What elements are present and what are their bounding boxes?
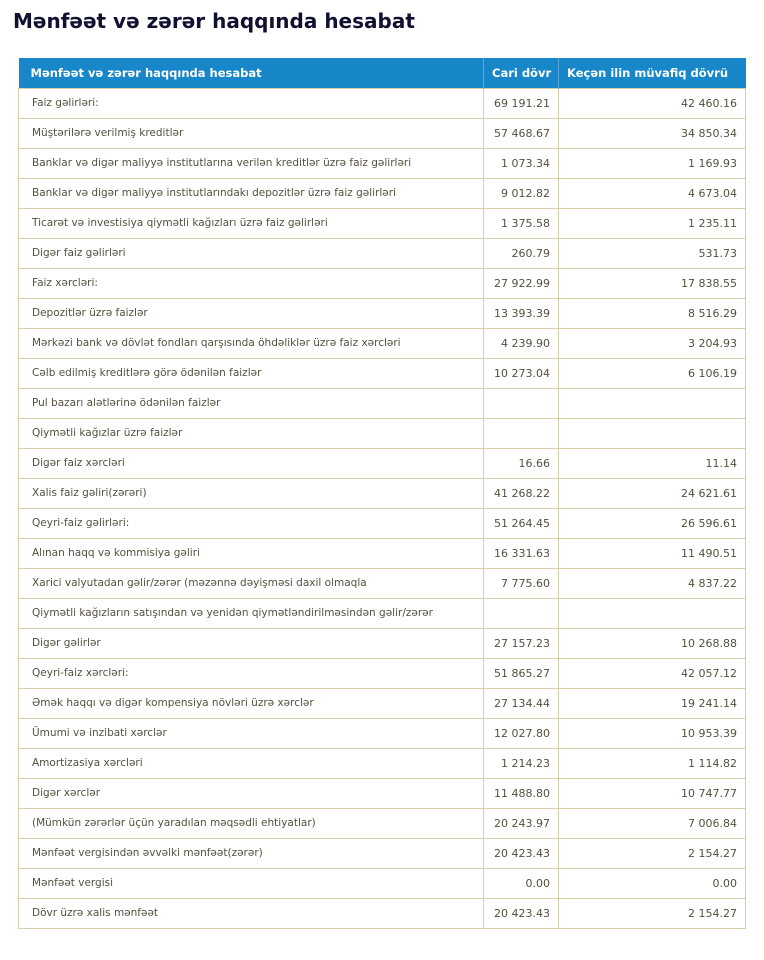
previous-period-value: 4 837.22	[559, 568, 746, 598]
row-label: Qeyri-faiz gəlirləri:	[19, 508, 484, 538]
table-row	[19, 148, 746, 178]
current-period-value: 1 073.34	[484, 148, 559, 178]
table-row	[19, 868, 746, 898]
table-row	[19, 508, 746, 538]
current-period-value: 27 157.23	[484, 628, 559, 658]
table-row	[19, 208, 746, 238]
table-row	[19, 478, 746, 508]
previous-period-value: 17 838.55	[559, 268, 746, 298]
previous-period-value: 10 747.77	[559, 778, 746, 808]
table-row	[19, 328, 746, 358]
row-label: Amortizasiya xərcləri	[19, 748, 484, 778]
row-label: Qiymətli kağızlar üzrə faizlər	[19, 418, 484, 448]
table-body	[19, 88, 746, 928]
previous-period-value: 26 596.61	[559, 508, 746, 538]
table-row	[19, 808, 746, 838]
previous-period-value: 2 154.27	[559, 898, 746, 928]
previous-period-value	[559, 598, 746, 628]
row-label: (Mümkün zərərlər üçün yaradılan məqsədli ehtiyatlar)	[19, 808, 484, 838]
previous-period-value: 1 235.11	[559, 208, 746, 238]
table-row	[19, 898, 746, 928]
previous-period-value: 1 114.82	[559, 748, 746, 778]
row-label: Digər faiz xərcləri	[19, 448, 484, 478]
row-label: Faiz gəlirləri:	[19, 88, 484, 118]
current-period-value: 260.79	[484, 238, 559, 268]
previous-period-value: 0.00	[559, 868, 746, 898]
current-period-value: 20 423.43	[484, 898, 559, 928]
previous-period-value: 42 057.12	[559, 658, 746, 688]
current-period-value: 27 922.99	[484, 268, 559, 298]
previous-period-value: 2 154.27	[559, 838, 746, 868]
row-label: Banklar və digər maliyyə institutlarındakı depozitlər üzrə faiz gəlirləri	[19, 178, 484, 208]
header-statement-title: Mənfəət və zərər haqqında hesabat	[19, 58, 484, 88]
previous-period-value: 531.73	[559, 238, 746, 268]
previous-period-value: 3 204.93	[559, 328, 746, 358]
row-label: Banklar və digər maliyyə institutlarına verilən kreditlər üzrə faiz gəlirləri	[19, 148, 484, 178]
row-label: Alınan haqq və kommisiya gəliri	[19, 538, 484, 568]
profit-loss-table	[18, 58, 746, 929]
table-row	[19, 388, 746, 418]
previous-period-value: 10 953.39	[559, 718, 746, 748]
current-period-value: 9 012.82	[484, 178, 559, 208]
row-label: Depozitlər üzrə faizlər	[19, 298, 484, 328]
row-label: Ümumi və inzibati xərclər	[19, 718, 484, 748]
row-label: Pul bazarı alətlərinə ödənilən faizlər	[19, 388, 484, 418]
previous-period-value: 34 850.34	[559, 118, 746, 148]
previous-period-value: 7 006.84	[559, 808, 746, 838]
table-header-row	[19, 58, 746, 88]
table-row	[19, 718, 746, 748]
row-label: Mənfəət vergisindən əvvəlki mənfəət(zərər)	[19, 838, 484, 868]
previous-period-value	[559, 388, 746, 418]
row-label: Mərkəzi bank və dövlət fondları qarşısında öhdəliklər üzrə faiz xərcləri	[19, 328, 484, 358]
table-row	[19, 88, 746, 118]
row-label: Ticarət və investisiya qiymətli kağızları üzrə faiz gəlirləri	[19, 208, 484, 238]
table-row	[19, 778, 746, 808]
header-current-period: Cari dövr	[484, 58, 559, 88]
table-row	[19, 838, 746, 868]
current-period-value: 1 214.23	[484, 748, 559, 778]
table-row	[19, 418, 746, 448]
row-label: Digər xərclər	[19, 778, 484, 808]
current-period-value: 69 191.21	[484, 88, 559, 118]
table-row	[19, 298, 746, 328]
current-period-value: 20 423.43	[484, 838, 559, 868]
page-title: Mənfəət və zərər haqqında hesabat	[13, 9, 415, 33]
table-row	[19, 238, 746, 268]
header-previous-period: Keçən ilin müvafiq dövrü	[559, 58, 746, 88]
current-period-value: 57 468.67	[484, 118, 559, 148]
current-period-value: 0.00	[484, 868, 559, 898]
previous-period-value: 11 490.51	[559, 538, 746, 568]
table-row	[19, 118, 746, 148]
current-period-value: 51 865.27	[484, 658, 559, 688]
table-row	[19, 598, 746, 628]
table-row	[19, 748, 746, 778]
row-label: Xalis faiz gəliri(zərəri)	[19, 478, 484, 508]
previous-period-value: 11.14	[559, 448, 746, 478]
current-period-value: 11 488.80	[484, 778, 559, 808]
table-row	[19, 568, 746, 598]
previous-period-value: 1 169.93	[559, 148, 746, 178]
row-label: Xarici valyutadan gəlir/zərər (məzənnə dəyişməsi daxil olmaqla	[19, 568, 484, 598]
current-period-value: 51 264.45	[484, 508, 559, 538]
current-period-value: 20 243.97	[484, 808, 559, 838]
row-label: Əmək haqqı və digər kompensiya növləri üzrə xərclər	[19, 688, 484, 718]
current-period-value: 13 393.39	[484, 298, 559, 328]
table-row	[19, 268, 746, 298]
report-page	[0, 7, 764, 929]
table-row	[19, 358, 746, 388]
table-row	[19, 688, 746, 718]
row-label: Cəlb edilmiş kreditlərə görə ödənilən faizlər	[19, 358, 484, 388]
previous-period-value: 10 268.88	[559, 628, 746, 658]
table-row	[19, 628, 746, 658]
previous-period-value: 19 241.14	[559, 688, 746, 718]
previous-period-value	[559, 418, 746, 448]
row-label: Qeyri-faiz xərcləri:	[19, 658, 484, 688]
row-label: Digər faiz gəlirləri	[19, 238, 484, 268]
previous-period-value: 24 621.61	[559, 478, 746, 508]
table-row	[19, 178, 746, 208]
current-period-value: 12 027.80	[484, 718, 559, 748]
current-period-value: 16 331.63	[484, 538, 559, 568]
current-period-value	[484, 598, 559, 628]
current-period-value: 16.66	[484, 448, 559, 478]
current-period-value	[484, 418, 559, 448]
row-label: Faiz xərcləri:	[19, 268, 484, 298]
row-label: Müştərilərə verilmiş kreditlər	[19, 118, 484, 148]
current-period-value: 41 268.22	[484, 478, 559, 508]
previous-period-value: 6 106.19	[559, 358, 746, 388]
current-period-value	[484, 388, 559, 418]
previous-period-value: 42 460.16	[559, 88, 746, 118]
table-row	[19, 538, 746, 568]
row-label: Mənfəət vergisi	[19, 868, 484, 898]
table-row	[19, 448, 746, 478]
current-period-value: 1 375.58	[484, 208, 559, 238]
row-label: Dövr üzrə xalis mənfəət	[19, 898, 484, 928]
previous-period-value: 4 673.04	[559, 178, 746, 208]
previous-period-value: 8 516.29	[559, 298, 746, 328]
current-period-value: 27 134.44	[484, 688, 559, 718]
current-period-value: 7 775.60	[484, 568, 559, 598]
row-label: Qiymətli kağızların satışından və yenidən qiymətləndirilməsindən gəlir/zərər	[19, 598, 484, 628]
row-label: Digər gəlirlər	[19, 628, 484, 658]
current-period-value: 10 273.04	[484, 358, 559, 388]
current-period-value: 4 239.90	[484, 328, 559, 358]
table-row	[19, 658, 746, 688]
